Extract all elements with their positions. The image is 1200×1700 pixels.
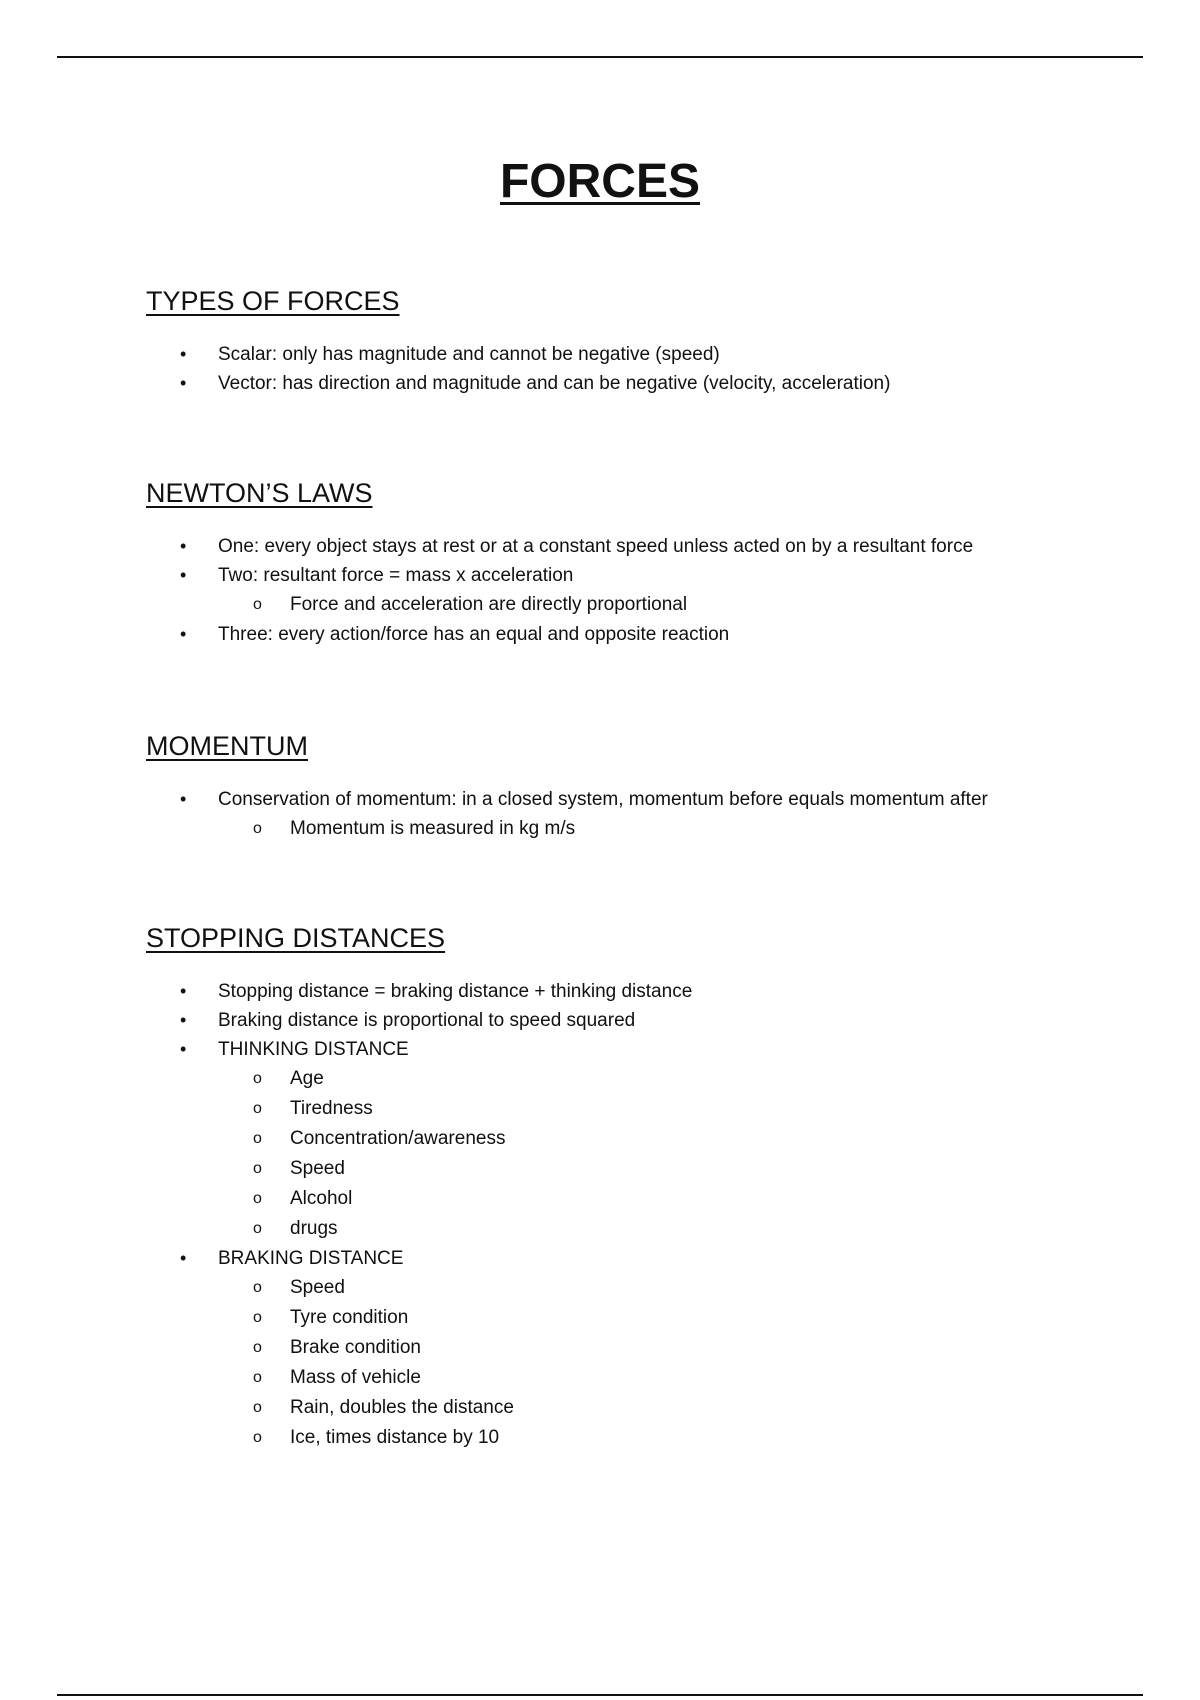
section-momentum <box>146 729 1106 844</box>
bullet-list <box>146 340 1106 398</box>
sub-list-item: o Tyre condition <box>218 1303 1106 1333</box>
sub-list-item: o Momentum is measured in kg m/s <box>218 814 1106 844</box>
sub-list-item: o Alcohol <box>218 1184 1106 1214</box>
sub-list <box>218 1064 1106 1244</box>
section-heading: MOMENTUM <box>146 731 308 761</box>
bullet-list <box>146 532 1106 649</box>
section-heading: NEWTON’S LAWS <box>146 478 373 508</box>
list-item-text: Conservation of momentum: in a closed system, momentum before equals momentum after <box>218 789 988 810</box>
footer-rule <box>57 1694 1143 1696</box>
list-item: • Vector: has direction and magnitude and can be negative (velocity, acceleration) <box>146 369 1106 398</box>
list-item <box>146 1244 1106 1453</box>
sub-list-item: o Speed <box>218 1154 1106 1184</box>
section-newtons-laws <box>146 476 1106 649</box>
sub-list-item: o Concentration/awareness <box>218 1124 1106 1154</box>
sub-list-item: o drugs <box>218 1214 1106 1244</box>
sub-list-item: o Rain, doubles the distance <box>218 1393 1106 1423</box>
list-item-text: Braking distance is proportional to speed squared <box>218 1010 636 1031</box>
section-types-of-forces <box>146 284 1106 398</box>
list-item <box>146 785 1106 844</box>
sub-list-item: o Speed <box>218 1273 1106 1303</box>
list-item-text: Two: resultant force = mass x acceleration <box>218 565 574 586</box>
sub-list-item: o Force and acceleration are directly proportional <box>218 590 1106 620</box>
list-item <box>146 977 1106 1006</box>
sub-list-item: o Brake condition <box>218 1333 1106 1363</box>
sub-list-item: o Mass of vehicle <box>218 1363 1106 1393</box>
list-item-text: THINKING DISTANCE <box>218 1039 409 1060</box>
bullet-list <box>146 785 1106 844</box>
section-heading: TYPES OF FORCES <box>146 286 400 316</box>
list-item-text: BRAKING DISTANCE <box>218 1248 404 1269</box>
bullet-list <box>146 977 1106 1453</box>
document-title <box>0 152 1200 212</box>
section-heading: STOPPING DISTANCES <box>146 923 446 953</box>
list-item-text: Stopping distance = braking distance + thinking distance <box>218 981 693 1002</box>
list-item-text: Three: every action/force has an equal and opposite reaction <box>218 624 730 645</box>
sub-list <box>218 814 1106 844</box>
list-item-text: One: every object stays at rest or at a constant speed unless acted on by a resultant force <box>218 536 974 557</box>
header-rule <box>57 56 1143 58</box>
section-stopping-distances <box>146 921 1106 1453</box>
sub-list <box>218 1273 1106 1453</box>
sub-list-item: o Ice, times distance by 10 <box>218 1423 1106 1453</box>
list-item <box>146 620 1106 649</box>
list-item <box>146 1006 1106 1035</box>
list-item <box>146 532 1106 561</box>
list-item: • Scalar: only has magnitude and cannot be negative (speed) <box>146 340 1106 369</box>
list-item <box>146 561 1106 620</box>
list-item <box>146 1035 1106 1244</box>
sub-list-item: o Tiredness <box>218 1094 1106 1124</box>
sub-list-item: o Age <box>218 1064 1106 1094</box>
sub-list <box>218 590 1106 620</box>
document-title-text: FORCES <box>499 155 700 208</box>
